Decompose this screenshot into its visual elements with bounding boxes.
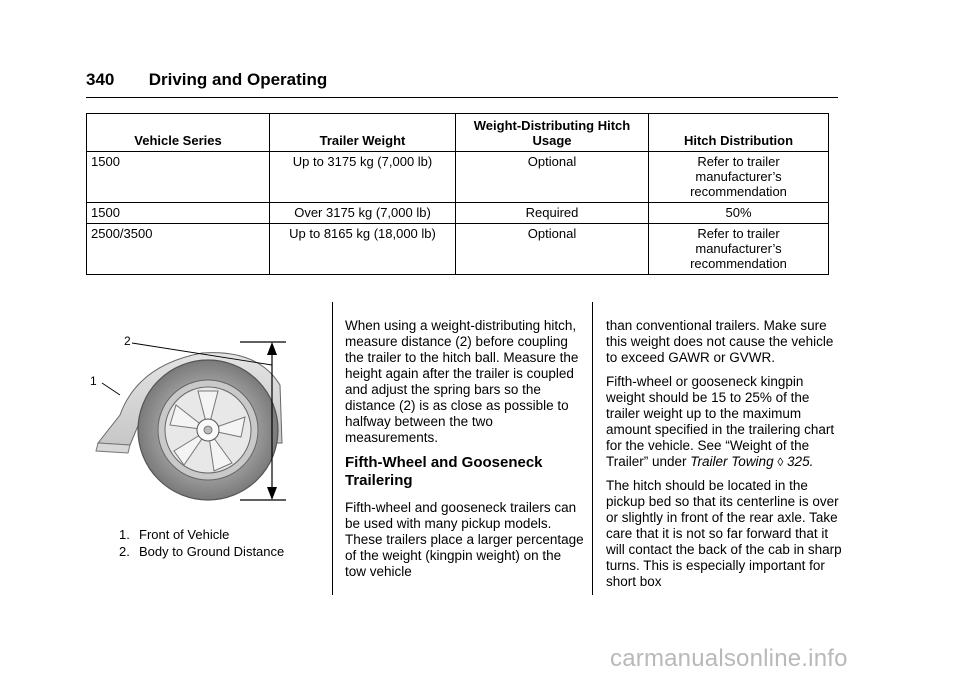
- page-ref-icon: ◊: [777, 455, 784, 469]
- arrow-head-down: [267, 487, 277, 500]
- header-hitch-usage: Weight-Distributing Hitch Usage: [456, 114, 649, 152]
- arrow-head-up: [267, 342, 277, 355]
- callout-1-label: 1: [90, 374, 97, 388]
- body-lower-panel: [96, 443, 130, 453]
- wheel-center-cap: [204, 426, 212, 434]
- cell-trailer-weight: Up to 3175 kg (7,000 lb): [270, 152, 456, 203]
- caption-number: 2.: [119, 544, 130, 559]
- figure-captions: [119, 526, 284, 560]
- caption-text: Body to Ground Distance: [139, 544, 285, 559]
- cell-hitch-usage: Optional: [456, 224, 649, 275]
- table-row: [87, 203, 829, 224]
- body-paragraph: [606, 374, 846, 470]
- cell-hitch-distribution: Refer to trailer manufacturer’s recommendation: [649, 152, 829, 203]
- caption-item: [119, 543, 284, 560]
- cell-hitch-distribution: Refer to trailer manufacturer’s recommendation: [649, 224, 829, 275]
- caption-text: Front of Vehicle: [139, 527, 230, 542]
- hitch-spec-table: [86, 113, 829, 275]
- cross-reference-page[interactable]: 325.: [787, 454, 814, 469]
- watermark: carmanualsonline.info: [610, 645, 848, 672]
- text-column-right: [606, 318, 846, 598]
- header-hitch-distribution: Hitch Distribution: [649, 114, 829, 152]
- header-vehicle-series: Vehicle Series: [87, 114, 270, 152]
- page-number: 340: [86, 70, 115, 89]
- section-title: Driving and Operating: [148, 70, 328, 89]
- body-text: Fifth-wheel or gooseneck kingpin weight should be 15 to 25% of the trailer weight up to the maximum amount specified in the trailering chart for the vehicle. See “Weight of the Trailer” under: [606, 374, 835, 469]
- cell-vehicle-series: 2500/3500: [87, 224, 270, 275]
- header-rule: [86, 97, 838, 98]
- body-paragraph: Fifth-wheel and gooseneck trailers can be used with many pickup models. These trailers place a larger percentage of the weight (kingpin weight) on the tow vehicle: [345, 500, 584, 579]
- cell-hitch-usage: Optional: [456, 152, 649, 203]
- caption-item: [119, 526, 284, 543]
- caption-number: 1.: [119, 527, 130, 542]
- table-row: [87, 224, 829, 275]
- body-paragraph: The hitch should be located in the pickup bed so that its centerline is over or slightly in front of the rear axle. Take care that it is not so far forward that it will contact the back of the cab in sharp turns. This is especially important for short box: [606, 478, 842, 589]
- section-heading: Fifth-Wheel and Gooseneck Trailering: [345, 454, 543, 489]
- cell-trailer-weight: Over 3175 kg (7,000 lb): [270, 203, 456, 224]
- body-paragraph: than conventional trailers. Make sure this weight does not cause the vehicle to exceed GAWR or GVWR.: [606, 318, 834, 365]
- table-header-row: [87, 114, 829, 152]
- cell-trailer-weight: Up to 8165 kg (18,000 lb): [270, 224, 456, 275]
- page-header: [86, 70, 327, 90]
- callout-2-label: 2: [124, 334, 131, 348]
- cell-vehicle-series: 1500: [87, 152, 270, 203]
- cell-vehicle-series: 1500: [87, 203, 270, 224]
- wheel-height-figure: [90, 325, 300, 505]
- body-paragraph: When using a weight-distributing hitch, measure distance (2) before coupling the trailer to the hitch ball. Measure the height again after the trailer is coupled and adjust the spring bars so the distance (2) is as close as possible to halfway between the two measurements.: [345, 318, 579, 445]
- header-trailer-weight: Trailer Weight: [270, 114, 456, 152]
- column-divider-right: [592, 302, 593, 595]
- cross-reference-link[interactable]: Trailer Towing: [690, 454, 774, 469]
- column-divider-left: [332, 302, 333, 595]
- table-row: [87, 152, 829, 203]
- cell-hitch-usage: Required: [456, 203, 649, 224]
- callout-1-leader: [102, 383, 120, 395]
- cell-hitch-distribution: 50%: [649, 203, 829, 224]
- text-column-middle: [345, 318, 585, 588]
